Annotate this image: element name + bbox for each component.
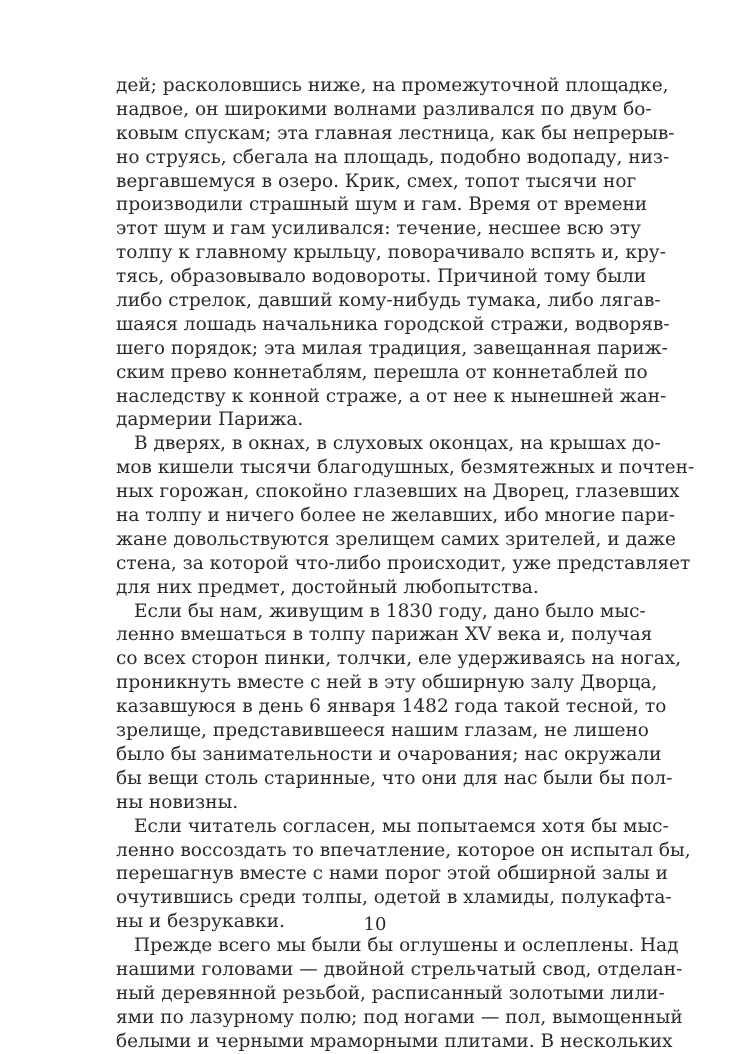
text-line: надвое, он широкими волнами разливался по двум бо-	[116, 98, 652, 120]
text-line: этот шум и гам усиливался: течение, несшее всю эту	[116, 218, 642, 240]
text-line: перешагнув вместе с нами порог этой обширной залы и	[116, 863, 668, 885]
text-line: Прежде всего мы были бы оглушены и ослеплены. Над	[134, 935, 679, 957]
text-line: Если бы нам, живущим в 1830 году, дано было мыс-	[134, 600, 646, 622]
text-line: ковым спускам; эта главная лестница, как бы непрерыв-	[116, 122, 675, 144]
text-line: наследству к конной страже, а от нее к нынешней жан-	[116, 385, 667, 407]
text-line: для них предмет, достойный любопытства.	[116, 576, 539, 598]
text-line: вергавшемуся в озеро. Крик, смех, топот тысячи ног	[116, 170, 637, 192]
text-line: ны новизны.	[116, 791, 239, 813]
body-text	[116, 74, 695, 1054]
text-line: ный деревянной резьбой, расписанный золотыми лили-	[116, 982, 665, 1004]
text-line: ями по лазурному полю; под ногами — пол, вымощенный	[116, 1006, 683, 1028]
text-line: ленно вмешаться в толпу парижан XV века и, получая	[116, 624, 653, 646]
text-line: В дверях, в окнах, в слуховых оконцах, на крышах до-	[134, 433, 661, 455]
text-line: дей; расколовшись ниже, на промежуточной площадке,	[116, 75, 669, 96]
text-line: ны и безрукавки.	[116, 911, 285, 933]
text-line: Если читатель согласен, мы попытаемся хотя бы мыс-	[134, 815, 669, 837]
text-line: было бы занимательности и очарования; нас окружали	[116, 743, 662, 765]
text-line: дармерии Парижа.	[116, 409, 304, 431]
text-line: казавшуюся в день 6 января 1482 года такой тесной, то	[116, 696, 667, 718]
text-line: бы вещи столь старинные, что они для нас были бы пол-	[116, 767, 673, 789]
text-line: зрелище, представившееся нашим глазам, не лишено	[116, 720, 649, 742]
text-line: либо стрелок, давший кому-нибудь тумака, либо лягав-	[116, 290, 661, 312]
page-number: 10	[363, 914, 387, 935]
text-line: мов кишели тысячи благодушных, безмятежных и почтен-	[116, 457, 695, 479]
text-line: проникнуть вместе с ней в эту обширную залу Дворца,	[116, 672, 658, 694]
text-line: белыми и черными мраморными плитами. В нескольких	[116, 1030, 673, 1052]
text-line: очутившись среди толпы, одетой в хламиды, полукафта-	[116, 887, 672, 909]
text-line: ским прево коннетаблям, перешла от коннетаблей по	[116, 361, 648, 383]
text-line: стена, за которой что-либо происходит, уже представляет	[116, 552, 691, 574]
text-line: тясь, образовывало водовороты. Причиной тому были	[116, 266, 647, 288]
text-line: нашими головами — двойной стрельчатый свод, отделан-	[116, 958, 683, 980]
text-line: толпу к главному крыльцу, поворачивало вспять и, кру-	[116, 242, 666, 264]
text-line: на толпу и ничего более не желавших, ибо многие пари-	[116, 505, 676, 527]
text-line: ленно воссоздать то впечатление, которое он испытал бы,	[116, 839, 691, 861]
text-line: жане довольствуются зрелищем самих зрителей, и даже	[116, 528, 676, 550]
text-line: ных горожан, спокойно глазевших на Дворец, глазевших	[116, 481, 680, 503]
text-line: производили страшный шум и гам. Время от времени	[116, 194, 648, 216]
text-line: со всех сторон пинки, толчки, еле удерживаясь на ногах,	[116, 648, 682, 670]
text-line: шаяся лошадь начальника городской стражи, водворяв-	[116, 313, 670, 335]
text-line: шего порядок; эта милая традиция, завещанная париж-	[116, 337, 668, 359]
text-line: но струясь, сбегала на площадь, подобно водопаду, низ-	[116, 146, 670, 168]
